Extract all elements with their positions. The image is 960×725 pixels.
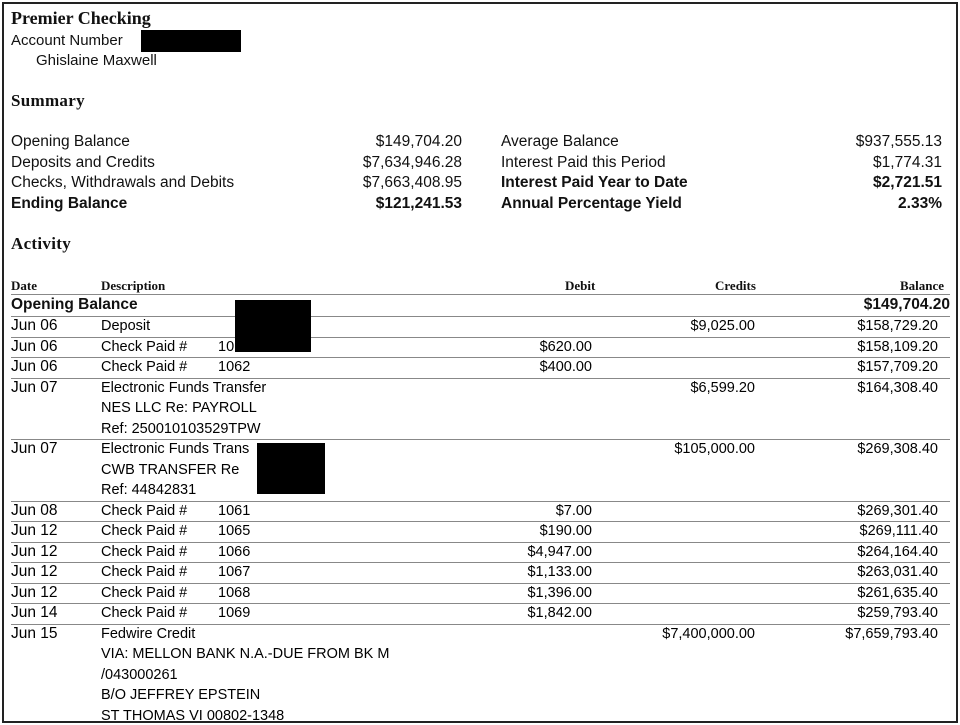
row-rule [11, 316, 950, 317]
balance-amount: $263,031.40 [857, 564, 938, 580]
balance-amount: $158,109.20 [857, 338, 938, 355]
opening-balance-label: Opening Balance [11, 296, 138, 313]
summary-value: $937,555.13 [855, 133, 942, 150]
transaction-description: Check Paid # [101, 584, 188, 601]
opening-balance-value: $149,704.20 [863, 296, 950, 313]
transaction-description: B/O JEFFREY EPSTEIN [101, 687, 261, 703]
balance-amount: $164,308.40 [857, 379, 938, 396]
transaction-description: Check Paid # [101, 543, 188, 560]
balance-amount: $269,301.40 [857, 502, 938, 519]
check-number: 1067 [218, 564, 251, 580]
column-header-description: Description [101, 278, 166, 293]
transaction-date: Jun 12 [11, 563, 58, 580]
credit-amount: $105,000.00 [674, 441, 755, 457]
transaction-description: Check Paid # [101, 564, 188, 580]
summary-value: $7,634,946.28 [362, 153, 462, 171]
column-header-credits: Credits [715, 278, 756, 293]
summary-value: $1,774.31 [873, 153, 942, 171]
debit-amount: $190.00 [539, 523, 592, 539]
debit-amount: $1,842.00 [527, 605, 592, 621]
balance-amount: $261,635.40 [857, 584, 938, 601]
check-number: 1061 [218, 502, 251, 519]
transaction-description: CWB TRANSFER Re [101, 461, 240, 478]
transaction-date: Jun 12 [11, 522, 58, 539]
summary-label: Opening Balance [11, 133, 130, 150]
transaction-date: Jun 12 [11, 542, 58, 560]
credit-amount: $7,400,000.00 [662, 625, 755, 642]
account-title: Premier Checking [11, 8, 151, 28]
balance-amount: $259,793.40 [857, 605, 938, 621]
account-holder: Ghislaine Maxwell [36, 52, 157, 69]
activity-heading: Activity [11, 234, 71, 253]
transaction-date: Jun 12 [11, 583, 58, 601]
balance-amount: $158,729.20 [857, 318, 938, 334]
row-rule [11, 624, 950, 625]
transaction-date: Jun 06 [11, 358, 58, 375]
summary-label: Deposits and Credits [11, 153, 155, 171]
transaction-description: Electronic Funds Trans [101, 441, 250, 457]
row-rule [11, 378, 950, 379]
summary-label: Interest Paid this Period [501, 153, 666, 171]
column-header-date: Date [11, 278, 37, 293]
column-header-debit: Debit [565, 278, 596, 293]
transaction-description: Check Paid # [101, 359, 188, 375]
transaction-description: Check Paid # [101, 605, 188, 621]
debit-amount: $7.00 [555, 502, 592, 519]
transaction-date: Jun 15 [11, 624, 58, 642]
row-rule [11, 603, 950, 604]
row-rule [11, 357, 950, 358]
check-number: 1069 [218, 605, 251, 621]
transaction-description: Electronic Funds Transfer [101, 379, 267, 396]
summary-value: $121,241.53 [375, 194, 462, 212]
row-rule [11, 583, 950, 584]
check-number: 1066 [218, 543, 251, 560]
redaction-block [257, 443, 325, 494]
credit-amount: $6,599.20 [690, 379, 755, 396]
credit-amount: $9,025.00 [690, 318, 755, 334]
summary-heading: Summary [11, 91, 85, 110]
transaction-date: Jun 14 [11, 604, 58, 621]
transaction-date: Jun 07 [11, 440, 58, 457]
check-number: 10 [218, 338, 235, 355]
transaction-description: Check Paid # [101, 338, 188, 355]
transaction-date: Jun 06 [11, 337, 58, 355]
balance-amount: $157,709.20 [857, 359, 938, 375]
summary-label: Interest Paid Year to Date [501, 174, 688, 191]
transaction-date: Jun 08 [11, 501, 58, 519]
account-number-label: Account Number [11, 32, 123, 49]
row-rule [11, 542, 950, 543]
balance-amount: $7,659,793.40 [845, 625, 938, 642]
check-number: 1068 [218, 584, 251, 601]
summary-label: Average Balance [501, 133, 619, 150]
transaction-description: Ref: 250010103529TPW [101, 420, 261, 437]
check-number: 1062 [218, 359, 251, 375]
transaction-date: Jun 07 [11, 378, 58, 396]
transaction-description: ST THOMAS VI 00802-1348 [101, 707, 285, 724]
check-number: 1065 [218, 523, 251, 539]
transaction-description: Check Paid # [101, 523, 188, 539]
row-rule [11, 501, 950, 502]
balance-amount: $264,164.40 [857, 543, 938, 560]
header-rule [11, 294, 950, 295]
row-rule [11, 337, 950, 338]
balance-amount: $269,308.40 [857, 441, 938, 457]
debit-amount: $1,396.00 [527, 584, 592, 601]
transaction-description: /043000261 [101, 666, 178, 683]
transaction-description: NES LLC Re: PAYROLL [101, 400, 257, 416]
debit-amount: $1,133.00 [527, 564, 592, 580]
summary-value: $149,704.20 [375, 133, 462, 150]
transaction-description: Check Paid # [101, 502, 188, 519]
column-header-balance: Balance [899, 278, 944, 293]
summary-label: Ending Balance [11, 194, 128, 212]
transaction-description: VIA: MELLON BANK N.A.-DUE FROM BK M [101, 646, 390, 662]
summary-value: $7,663,408.95 [362, 174, 462, 191]
summary-value: $2,721.51 [873, 174, 942, 191]
transaction-description: Ref: 44842831 [101, 482, 197, 498]
debit-amount: $400.00 [539, 359, 592, 375]
summary-label: Checks, Withdrawals and Debits [11, 174, 235, 191]
balance-amount: $269,111.40 [859, 523, 938, 539]
debit-amount: $4,947.00 [527, 543, 592, 560]
transaction-description: Deposit [101, 318, 151, 334]
row-rule [11, 439, 950, 440]
debit-amount: $620.00 [539, 338, 592, 355]
transaction-description: Fedwire Credit [101, 625, 196, 642]
redaction-block [141, 30, 241, 52]
row-rule [11, 521, 950, 522]
transaction-date: Jun 06 [11, 317, 58, 334]
summary-value: 2.33% [898, 194, 942, 212]
summary-label: Annual Percentage Yield [501, 194, 682, 212]
redaction-block [235, 300, 311, 352]
row-rule [11, 562, 950, 563]
